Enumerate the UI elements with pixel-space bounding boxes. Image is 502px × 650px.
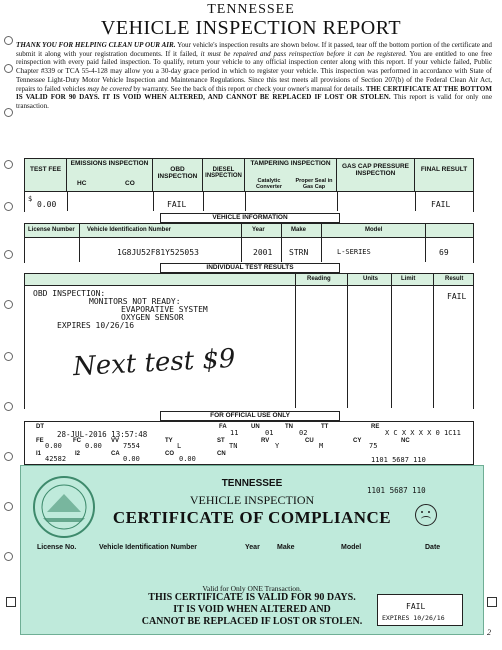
catalytic-header: Catalytic Converter [256,178,282,190]
obd-inspection-line: OBD INSPECTION: [33,289,106,298]
tt-label: TT [321,424,329,430]
cy-label: CY [353,438,362,444]
year-header: Year [252,227,265,233]
ca-label: CA [111,451,120,457]
ty-label: TY [165,438,173,444]
test-fee-value: 0.00 [37,200,57,209]
divider [295,274,296,408]
divider [67,191,68,211]
punch-hole [4,202,13,211]
summary-values-row [25,191,473,212]
divider [241,224,242,262]
official-use-table [24,421,474,465]
punch-hole [4,160,13,169]
st-label: ST [217,438,225,444]
vin-value: 1G8JU52F81Y525053 [117,248,199,257]
obd-header: OBD INSPECTION [157,166,198,180]
intro-warning: THE CERTIFICATE AT THE BOTTOM IS VALID FOR 90 DAYS. IT IS VOID WHEN ALTERED, AND CANNOT BE REPLACED IF LOST OR STOLEN. [16,84,493,102]
reading-header: Reading [307,276,331,282]
punch-hole [4,452,13,461]
intro-italic: may be covered [87,84,132,93]
official-use-header: FOR OFFICIAL USE ONLY [160,411,340,421]
cert-warning-3: CANNOT BE REPLACED IF LOST OR STOLEN. [141,616,363,627]
divider [153,191,154,211]
divider [433,274,434,408]
rv-value: Y [275,442,280,450]
cert-warning-1: THIS CERTIFICATE IS VALID FOR 90 DAYS. [148,592,356,603]
limit-header: Limit [401,276,416,282]
punch-hole [4,250,13,259]
cert-date-header: Date [425,544,441,551]
cu-value: M [319,442,324,450]
co-value: 0.00 [179,455,196,463]
cert-result-box [377,594,463,626]
gas-cap-seal-header: Proper Seal in Gas Cap [295,178,333,190]
oxygen-sensor: OXYGEN SENSOR [121,313,184,322]
fa-value: 11 [230,429,239,437]
re-label: RE [371,424,380,430]
i2-label: I2 [75,451,81,457]
vehicle-info-table [24,223,474,263]
cu-label: CU [305,438,314,444]
punch-hole [4,552,13,561]
cert-warning-2: IT IS VOID WHEN ALTERED AND [173,604,331,615]
divider [415,191,416,211]
hc-header: HC [77,180,87,187]
expires-line: EXPIRES 10/26/16 [57,321,135,330]
ty-value: L [177,442,182,450]
model-value: L-SERIES [337,248,371,256]
vehicle-values-row [25,237,473,263]
re-code: X C X X X X 0 1C11 [385,429,461,437]
divider [391,274,392,408]
smiley-icon [415,504,437,526]
monitors-not-ready: MONITORS NOT READY: [89,297,181,306]
vv-value: 7554 [123,442,140,450]
year-value: 2001 [253,248,273,257]
datetime-value: 28-JUL-2016 13:57:48 [57,430,148,439]
fa-label: FA [219,424,227,430]
final-header: FINAL RESULT [420,166,468,173]
units-header: Units [363,276,378,282]
official-code: 1101 5687 110 [371,456,426,464]
model-header: Model [365,227,383,233]
vin-header: Vehicle Identification Number [87,227,172,233]
punch-hole [4,64,13,73]
intro-text: You are entitled to one free reinspection with every paid failed inspection. To qualify, return your vehicle to any official inspection center along with this report. If your vehicle failed, Public Chapter #339 or TCA 55-4-128 may allow you a 30-day grace period in which to register your vehicle. This inspection was performed in accordance with State of Tennessee Light-Duty Motor Vehicle Inspection and Maintenance Regulations. Since this test meets all provisions of Section 207(b) of the Federal Clean Air Act, repairs to failed vehicles [16,49,492,93]
punch-hole [4,402,13,411]
certificate-title: CERTIFICATE OF COMPLIANCE [112,508,392,527]
test-fee-header: TEST FEE [29,166,62,173]
divider [347,274,348,408]
report-title: VEHICLE INSPECTION REPORT [100,17,402,39]
divider [203,191,204,211]
punch-hole [4,502,13,511]
tear-mark [487,597,497,607]
co-header: CO [125,180,135,187]
fc-value: 0.00 [85,442,102,450]
obd-result: FAIL [167,200,187,209]
individual-results-header: INDIVIDUAL TEST RESULTS [160,263,340,273]
nc-label: NC [401,438,410,444]
vehicle-extra-value: 69 [439,248,449,257]
certificate-state: TENNESSEE [221,478,283,489]
cert-expires: EXPIRES 10/26/16 [382,614,445,622]
individual-result-value: FAIL [447,292,467,301]
intro-paragraph [16,41,492,111]
i1-label: I1 [36,451,42,457]
cy-value: 75 [369,442,378,450]
handwritten-note: Next test $9 [72,343,237,383]
rv-label: RV [261,438,270,444]
final-result: FAIL [431,200,451,209]
i1-value: 42582 [45,455,67,463]
certificate [20,465,484,635]
punch-hole [4,300,13,309]
intro-text: Your vehicle's inspection results are shown below. If it passed, tear off the bottom portion of the certificate and submit it along with your registration documents. If it failed, [16,41,492,58]
tampering-header: TAMPERING INSPECTION [250,160,331,167]
cert-result: FAIL [406,602,426,611]
divider [245,191,246,211]
ca-value: 0.00 [123,455,140,463]
make-value: STRN [289,248,309,257]
evaporative-system: EVAPORATIVE SYSTEM [121,305,208,314]
co-label: CO [165,451,174,457]
page-mark: 2 [487,628,491,637]
punch-hole [4,352,13,361]
vv-label: VV [111,438,120,444]
valid-once: Valid for Only ONE Transaction. [202,584,302,593]
tear-mark [6,597,16,607]
un-value: 01 [265,429,274,437]
make-header: Make [291,227,307,233]
emissions-header: EMISSIONS INSPECTION [70,160,149,167]
cert-vin-header: Vehicle Identification Number [99,544,198,551]
intro-text: This report is valid for only one transaction. [16,93,492,110]
diesel-header: DIESEL INSPECTION [205,167,242,180]
cert-model-header: Model [341,544,362,551]
cn-label: CN [217,451,226,457]
fe-value: 0.00 [45,442,62,450]
vehicle-info-header: VEHICLE INFORMATION [160,213,340,223]
individual-results-table [24,273,474,409]
divider [79,224,80,262]
tn-value: 02 [299,429,308,437]
intro-text: by warranty. See the back of this report or check your owner's manual for details. [131,84,365,93]
divider [281,224,282,262]
gas-cap-header: GAS CAP PRESSURE INSPECTION [341,163,410,177]
intro-thanks: THANK YOU FOR HELPING CLEAN UP OUR AIR. [16,41,176,49]
dt-label: DT [36,424,44,430]
intro-italic: it must be repaired and pass reinspection before it can be registered. [200,49,407,58]
result-header: Result [445,276,464,282]
divider [337,191,338,211]
license-header: License Number [28,227,75,233]
dollar-sign: $ [28,195,33,203]
cert-make-header: Make [277,544,295,551]
state-title: TENNESSEE [207,2,295,17]
certificate-number: 1101 5687 110 [367,486,426,495]
fc-label: FC [73,438,81,444]
st-value: TN [229,442,238,450]
punch-hole [4,108,13,117]
certificate-line2: VEHICLE INSPECTION [189,493,315,507]
summary-table [24,158,474,212]
divider [321,224,322,262]
tn-label: TN [285,424,293,430]
divider [425,224,426,262]
cert-license-header: License No. [37,544,77,551]
cert-year-header: Year [245,544,260,551]
fe-label: FE [36,438,44,444]
un-label: UN [251,424,260,430]
